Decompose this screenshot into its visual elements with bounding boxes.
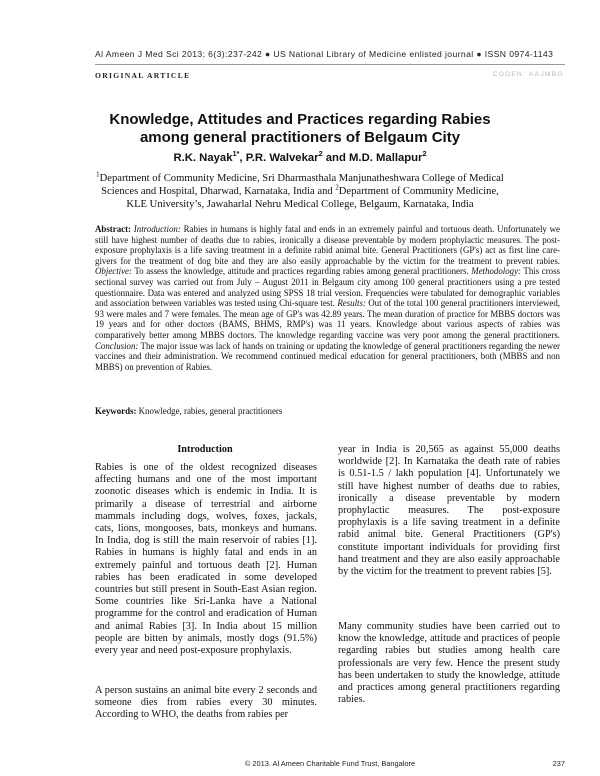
article-type-label: ORIGINAL ARTICLE: [95, 71, 191, 80]
affiliation-mark: 1: [96, 171, 100, 179]
author-name: P.R. Walvekar: [245, 152, 319, 164]
abstract-conclusion-text: The major issue was lack of hands on training or updating the knowledge of general practitioners regarding the newer vaccines and their administration. We recommend continued medical education for general practitioners, both (MBBS and non MBBS) on prevention of Rabies.: [95, 340, 560, 372]
abstract-label: Abstract:: [95, 224, 131, 234]
abstract-intro-label: Introduction:: [133, 224, 181, 234]
author-separator: ,: [239, 152, 246, 164]
abstract: [95, 224, 560, 372]
keywords: [95, 406, 560, 417]
keywords-label: Keywords:: [95, 406, 137, 416]
abstract-conclusion-label: Conclusion:: [95, 340, 139, 351]
affiliation-text: Department of Community Medicine, Sri Dharmasthala Manjunatheshwara College of Medical Sciences and Hospital, Dharwad, Karnataka, India and: [99, 173, 504, 197]
body-paragraph: Many community studies have been carried out to know the knowledge, attitude and practices of people regarding rabies but studies among health care professionals are very few. Hence the present study has been undertaken to study the knowledge, attitude and practices among general practitioners regarding rabies.: [338, 621, 560, 706]
author-affiliation-mark: 2: [318, 149, 323, 159]
affiliation-text: Department of Community Medicine, KLE University’s, Jawaharlal Nehru Medical College, Belgaum, Karnataka, India: [126, 186, 499, 210]
affiliations: [90, 172, 510, 211]
abstract-results-label: Results:: [337, 298, 366, 309]
article-title: Knowledge, Attitudes and Practices regarding Rabies among general practitioners of Belgaum City: [109, 111, 491, 146]
header-divider: [95, 64, 565, 65]
author-list: [90, 149, 510, 164]
abstract-objective-label: Objective:: [95, 266, 132, 277]
body-paragraph: year in India is 20,565 as against 55,000 deaths worldwide [2]. In Karnataka the death rate of rabies is 0.51-1.5 / lakh population [4]. Unfortunately we still have highest number of deaths due to rabies, ironically a disease preventable by modern prophylactic measures. The post-exposure prophylaxis is a life saving treatment in a definite rabid animal bite. General Practitioners (GP's) constitute important individuals for providing first hand treatment and they are also easily approachable by the victim for the treatment to prevent rabies [5].: [338, 444, 560, 578]
journal-citation-line: Al Ameen J Med Sci 2013; 6(3):237-242 ● US National Library of Medicine enlisted journal ● ISSN 0974-1143: [95, 49, 554, 59]
author-separator: and: [322, 152, 350, 164]
keywords-text: Knowledge, rabies, general practitioners: [136, 406, 283, 416]
abstract-results-text: Out of the total 100 general practitioners interviewed, 93 were males and 7 were females. The mean age of GP's was 42.89 years. The mean duration of practice for MBBS doctors was 19 years and for other doctors (BAMS, BHMS, RMP's) was 11 years. Knowledge about various aspects of rabies was comparatively better among MBBS doctors. The knowledge regarding vaccine was very poor among the general practitioners.: [95, 298, 560, 340]
abstract-methodology-text: This cross sectional survey was carried out from July – August 2011 in Belgaum city among 100 general practitioners using a pre tested questionnaire. Data was entered and analyzed using SPSS 18 trial version. Frequencies were tabulated for demographic variables and association between variables was tested using Chi-square test.: [95, 266, 561, 309]
author-name: M.D. Mallapur: [349, 152, 423, 164]
introduction-heading: Introduction: [177, 444, 233, 455]
body-paragraph: A person sustains an animal bite every 2 seconds and someone dies from rabies every 30 minutes. According to WHO, the deaths from rabies per: [95, 685, 317, 721]
affiliation-mark: 2: [335, 184, 339, 192]
abstract-objective-text: To assess the knowledge, attitude and practices regarding rabies among general practitioners.: [131, 266, 472, 277]
author-name: R.K. Nayak: [173, 152, 233, 164]
footer-copyright: © 2013. Al Ameen Charitable Fund Trust, Bangalore: [244, 759, 416, 768]
author-affiliation-mark: 2: [422, 149, 427, 159]
abstract-intro-text: Rabies in humans is highly fatal and ends in an extremely painful and tortuous death. Unfortunately we still have highest number of deaths due to rabies, ironically a disease preventable by modern prophylactic measures. The post-exposure prophylaxis is a life saving treatment in a definite rabid animal bite. General Practitioners (GP's) act as first line care-givers for the treatment of dog bite and they are also easily approachable by the victim for the treatment to prevent rabies.: [95, 224, 560, 266]
coden-label: CODEN: AAJMBG: [492, 71, 564, 78]
footer-page-number: 237: [552, 759, 565, 768]
abstract-methodology-label: Methodology:: [471, 266, 521, 277]
author-affiliation-mark: 1*: [232, 149, 240, 159]
body-paragraph: Rabies is one of the oldest recognized diseases affecting humans and one of the most important zoonotic diseases which is endemic in India. It is primarily a disease of terrestrial and airborne mammals including dogs, wolves, foxes, jackals, cats, lions, mongooses, bats, monkeys and humans. In India, dog is still the main reservoir of rabies [1]. Rabies in humans is highly fatal and ends in an extremely painful and tortuous death [2]. Human rabies has been eradicated in some developed countries but still present in South-East Asian region. Some countries like Sri-Lanka have a National programme for the control and eradication of Human and animal Rabies [3]. In India about 15 million people are bitten by animals, mostly dogs (91.5%) every year and need post-exposure prophylaxis.: [95, 462, 317, 657]
